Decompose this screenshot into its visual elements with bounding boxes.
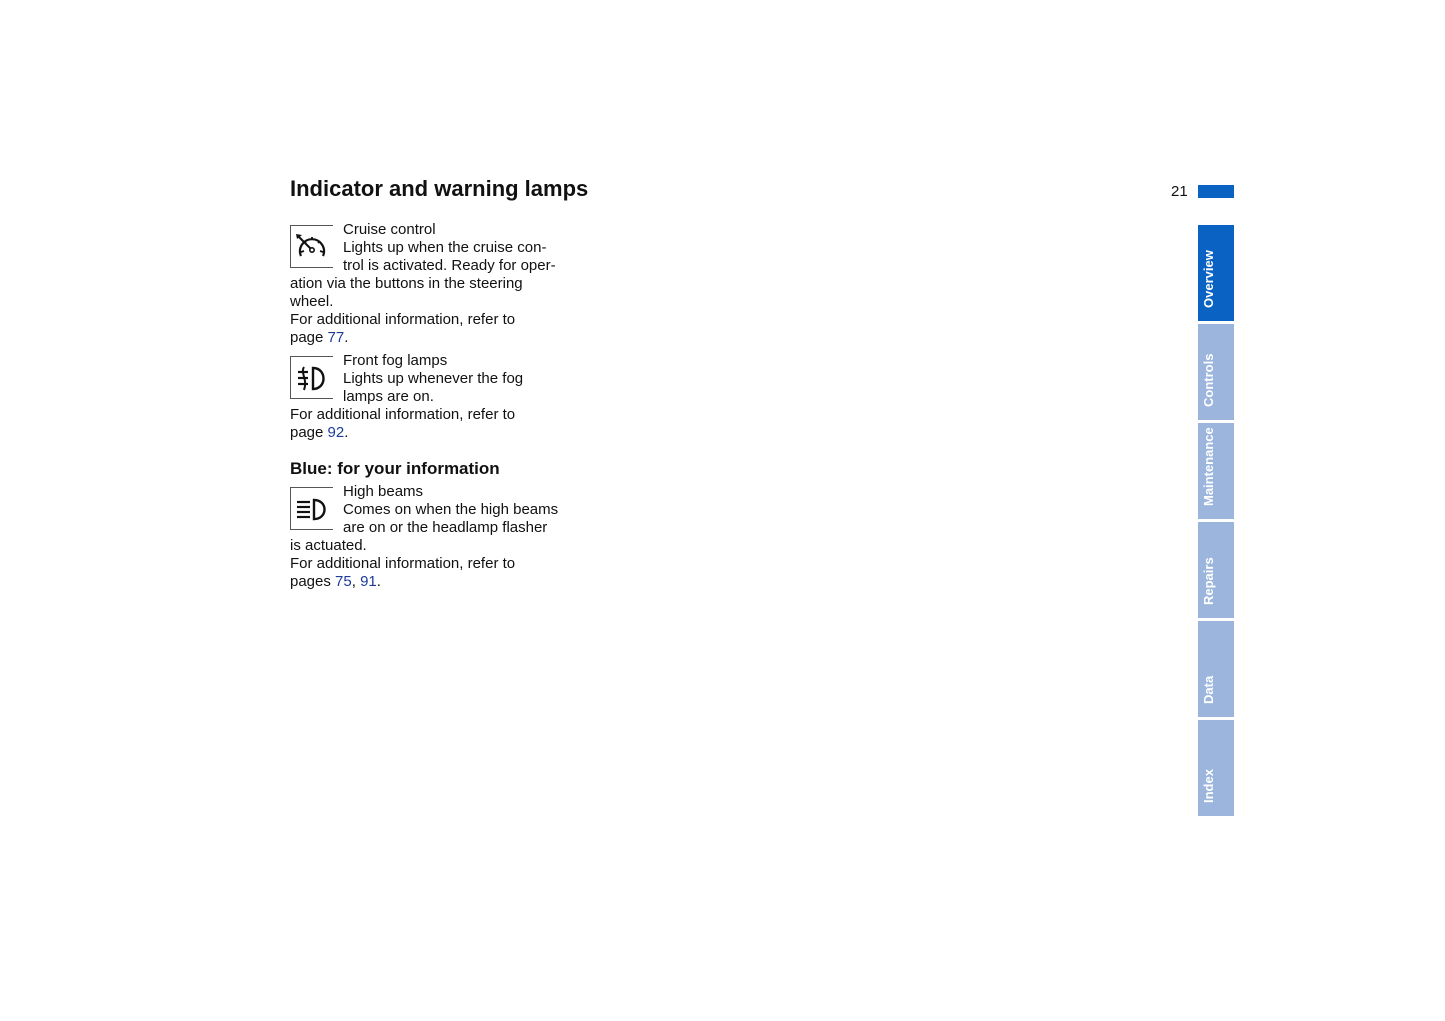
page-prefix: pages [290,573,336,590]
entry-high-beams [290,483,590,591]
page-reference: page 77. [290,329,349,346]
tab-label: Overview [1201,250,1216,308]
tab-overview[interactable] [1198,225,1234,321]
section-tabs [1198,225,1234,819]
front-fog-lamp-icon [290,356,333,399]
entry-text-line: ation via the buttons in the steering [290,275,523,292]
page-link-77[interactable]: 77 [327,329,345,346]
entry-text-line: wheel. [290,293,334,310]
link-separator: , [351,573,361,590]
entry-text-line: lamps are on. [343,388,434,405]
entry-cruise-control [290,221,590,347]
entry-text-line: Lights up when the cruise con- [343,239,547,256]
page-number-bar [1198,185,1234,198]
tab-label: Controls [1201,353,1216,407]
entry-title: High beams [343,483,424,500]
page-link-75[interactable]: 75 [335,573,352,590]
page-prefix: page [290,329,328,346]
entry-title: Front fog lamps [343,352,448,369]
entry-text-line: For additional information, refer to [290,406,516,423]
entry-text-line: is actuated. [290,537,367,554]
tab-label: Index [1201,769,1216,803]
tab-maintenance[interactable] [1198,423,1234,519]
entry-text-line: Lights up whenever the fog [343,370,524,387]
page-link-91[interactable]: 91 [360,573,377,590]
entry-front-fog-lamps [290,352,590,442]
page-number: 21 [1171,183,1188,200]
tab-controls[interactable] [1198,324,1234,420]
entry-text-line: For additional information, refer to [290,555,516,572]
page-reference: pages 75, 91. [290,573,381,590]
tab-index[interactable] [1198,720,1234,816]
entry-text-line: For additional information, refer to [290,311,516,328]
entry-text-line: are on or the headlamp flasher [343,519,548,536]
page-link-92[interactable]: 92 [327,424,345,441]
tab-label: Repairs [1201,557,1216,605]
high-beam-icon [290,487,333,530]
section-subheading: Blue: for your information [290,459,500,478]
page-prefix: page [290,424,328,441]
entry-text-line: Comes on when the high beams [343,501,559,518]
entry-text-line: trol is activated. Ready for oper- [343,257,556,274]
tab-repairs[interactable] [1198,522,1234,618]
tab-data[interactable] [1198,621,1234,717]
entry-title: Cruise control [343,221,436,238]
main-content [290,221,590,591]
page-title: Indicator and warning lamps [290,176,589,201]
cruise-control-icon [290,225,333,268]
tab-label: Maintenance [1201,427,1216,506]
tab-label: Data [1201,675,1216,704]
page-reference: page 92. [290,424,349,441]
